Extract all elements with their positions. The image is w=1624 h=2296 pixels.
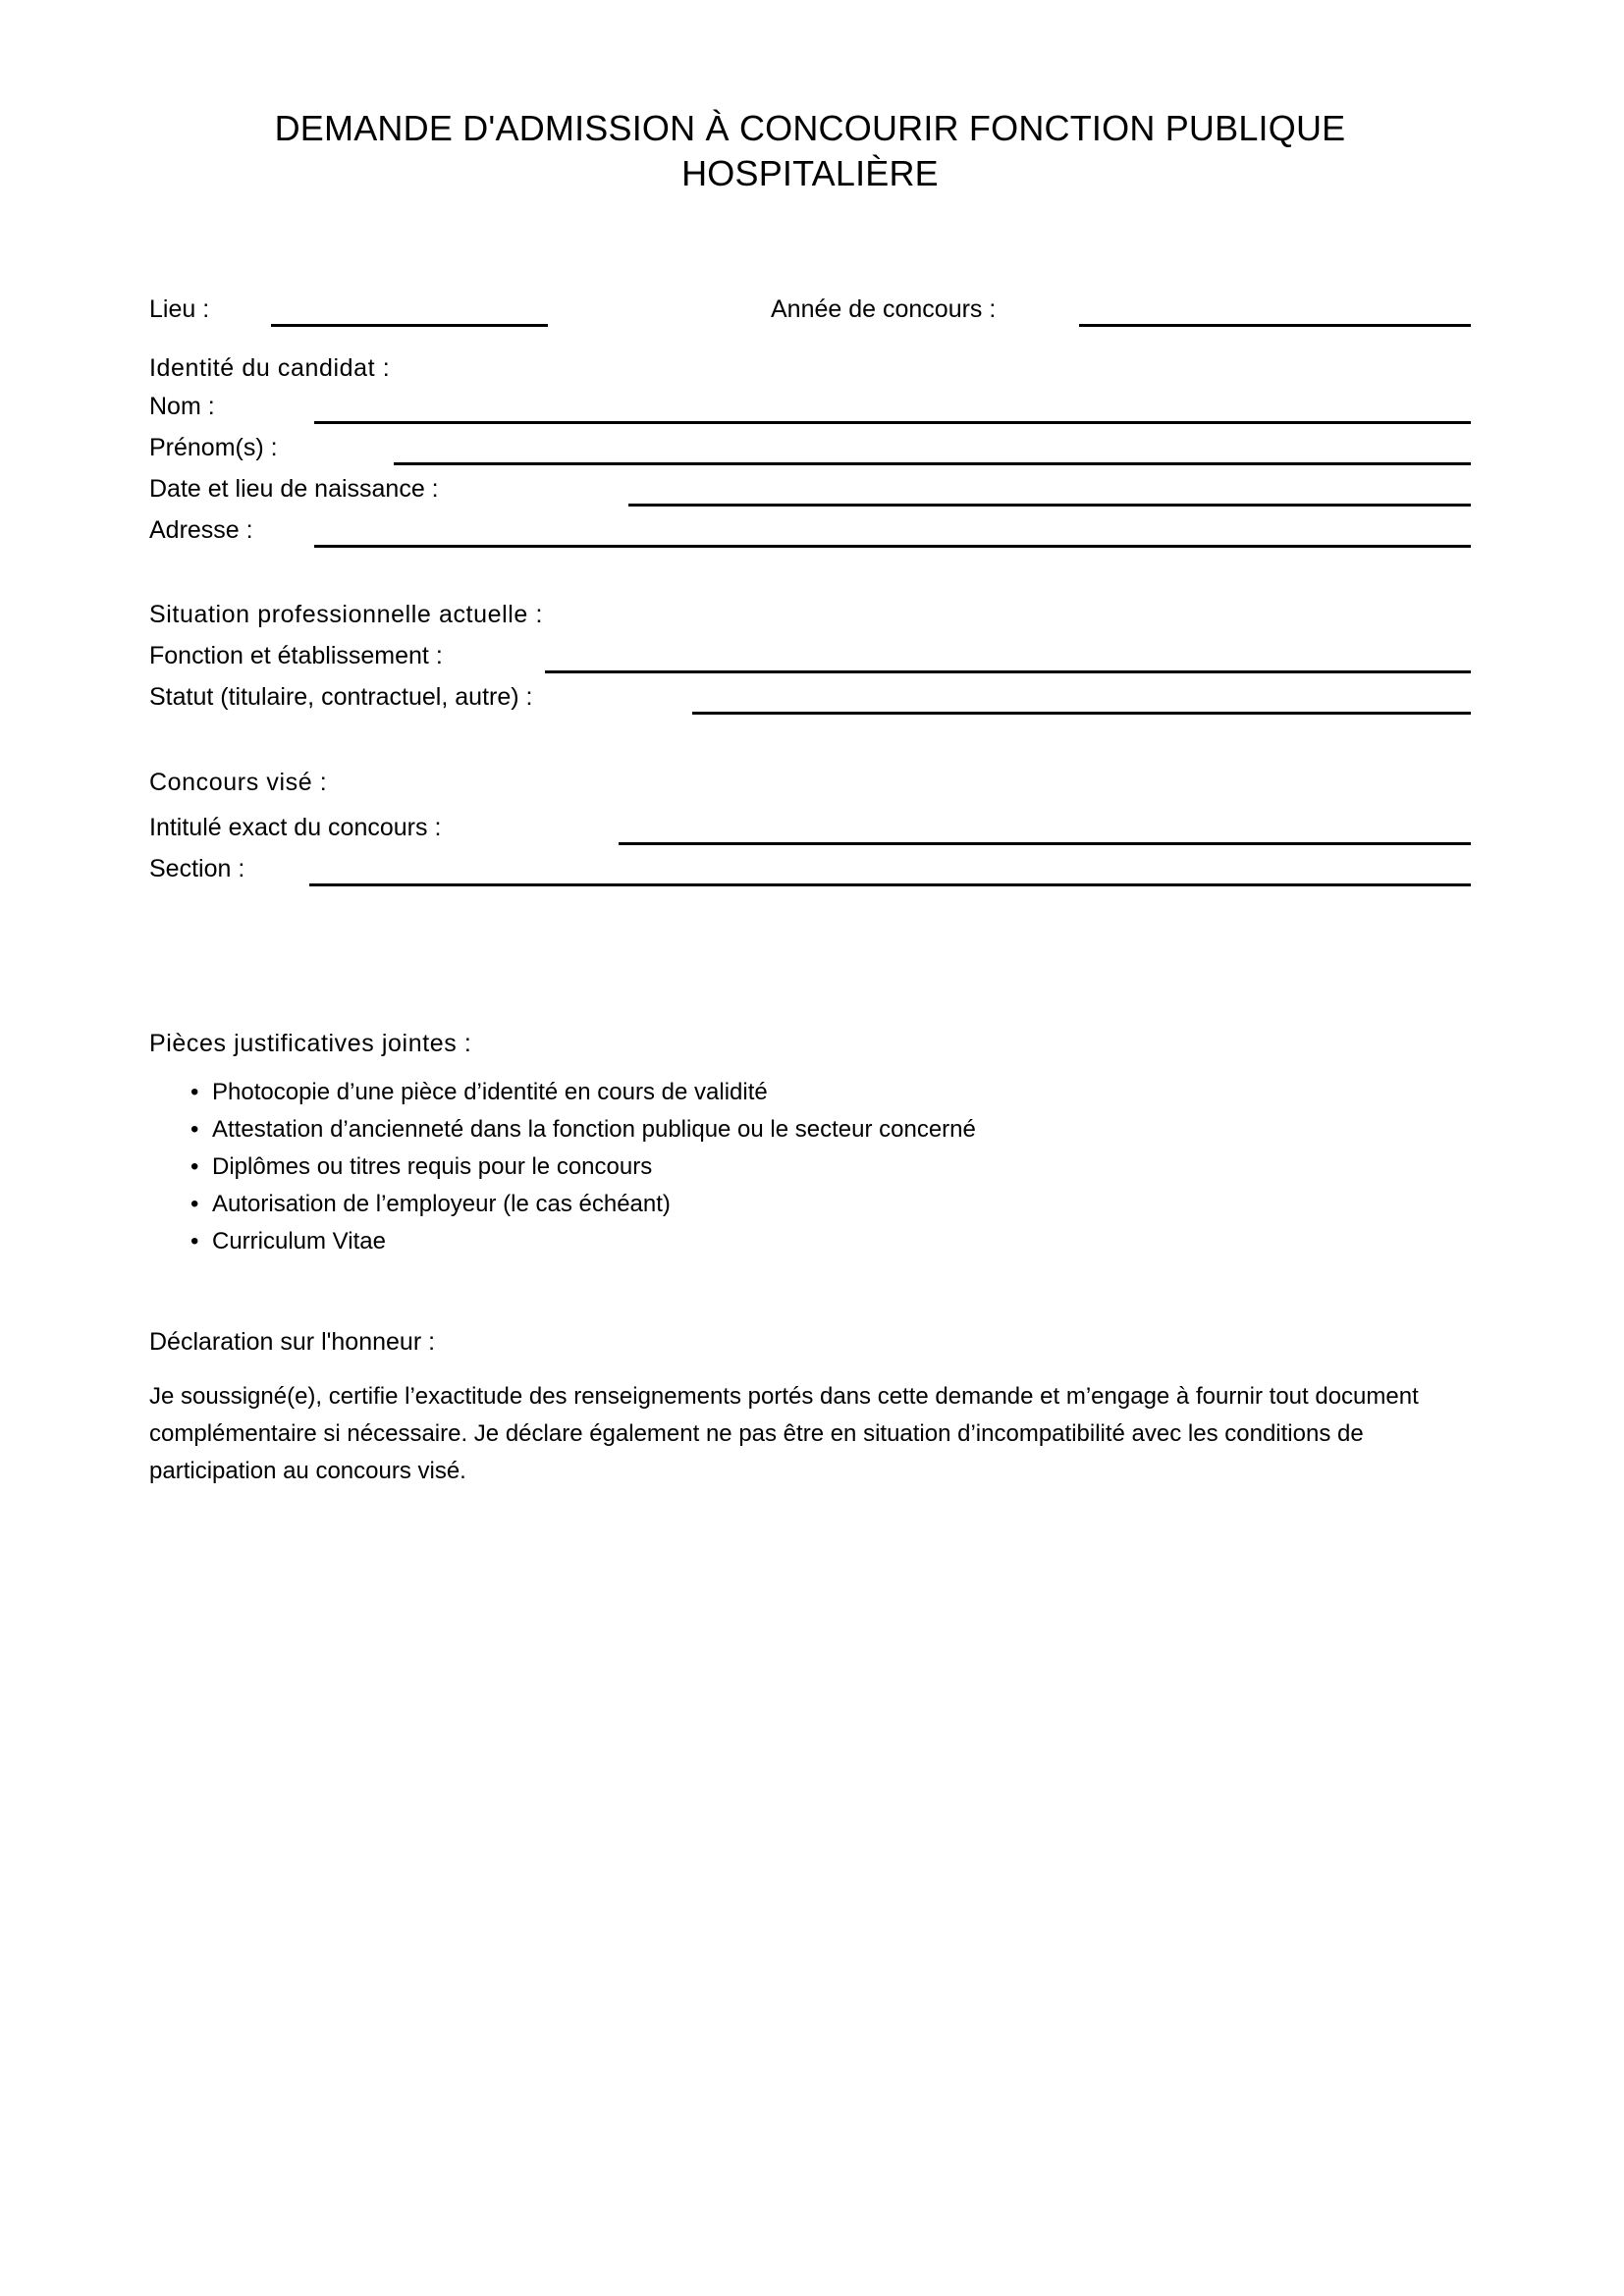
adresse-label: Adresse :	[149, 516, 253, 544]
intitule-exact-du-concours-input-rule[interactable]	[619, 842, 1471, 845]
section-heading-situation-professionnelle: Situation professionnelle actuelle :	[149, 601, 544, 628]
section-heading-pieces-justificatives: Pièces justificatives jointes :	[149, 1030, 472, 1057]
list-item	[190, 1115, 1467, 1152]
date-et-lieu-de-naissance-input-rule[interactable]	[628, 504, 1471, 507]
section-heading-concours-vise: Concours visé :	[149, 769, 328, 796]
field-row-adresse	[149, 515, 1471, 549]
bullet-icon: •	[190, 1153, 199, 1180]
list-item	[190, 1190, 1467, 1227]
declaration-body-text: Je soussigné(e), certifie l’exactitude des renseignements portés dans cette demande et m’engage à fournir tout document complémentaire si nécessaire. Je déclare également ne pas être en situation d’incompatibilité avec les conditions de participation au concours visé.	[149, 1383, 1419, 1484]
adresse-input-rule[interactable]	[314, 545, 1471, 548]
statut-input-rule[interactable]	[692, 712, 1471, 715]
lieu-input-rule[interactable]	[271, 324, 548, 327]
field-row-intitule-concours	[149, 813, 1471, 846]
intitule-exact-du-concours-label: Intitulé exact du concours :	[149, 814, 442, 841]
attachments-list	[190, 1078, 1467, 1264]
list-item	[190, 1227, 1467, 1264]
list-item-label: Attestation d’ancienneté dans la fonction publique ou le secteur concerné	[212, 1116, 976, 1143]
section-heading-declaration: Déclaration sur l'honneur :	[149, 1328, 436, 1356]
fonction-et-etablissement-label: Fonction et établissement :	[149, 642, 443, 669]
lieu-label: Lieu :	[149, 295, 210, 323]
annee-de-concours-input-rule[interactable]	[1079, 324, 1471, 327]
field-row-fonction-etablissement	[149, 641, 1471, 674]
list-item-label: Curriculum Vitae	[212, 1228, 386, 1255]
section-input-rule[interactable]	[309, 883, 1471, 886]
date-et-lieu-de-naissance-label: Date et lieu de naissance :	[149, 475, 439, 503]
field-row-prenoms	[149, 433, 1471, 466]
nom-label: Nom :	[149, 393, 215, 420]
list-item	[190, 1152, 1467, 1190]
fonction-et-etablissement-input-rule[interactable]	[545, 670, 1471, 673]
annee-de-concours-label: Année de concours :	[771, 295, 997, 323]
field-row-statut	[149, 682, 1471, 716]
list-item	[190, 1078, 1467, 1115]
bullet-icon: •	[190, 1079, 199, 1105]
bullet-icon: •	[190, 1228, 199, 1255]
prenoms-label: Prénom(s) :	[149, 434, 278, 461]
page-title: DEMANDE D'ADMISSION À CONCOURIR FONCTION PUBLIQUE HOSPITALIÈRE	[274, 108, 1346, 193]
bullet-icon: •	[190, 1191, 199, 1217]
field-row-section	[149, 854, 1471, 887]
bullet-icon: •	[190, 1116, 199, 1143]
list-item-label: Diplômes ou titres requis pour le concours	[212, 1153, 653, 1180]
list-item-label: Autorisation de l’employeur (le cas échéant)	[212, 1191, 671, 1217]
list-item-label: Photocopie d’une pièce d’identité en cours de validité	[212, 1079, 768, 1105]
section-heading-identite: Identité du candidat :	[149, 354, 391, 382]
field-row-date-lieu-naissance	[149, 474, 1471, 507]
section-label: Section :	[149, 855, 245, 882]
field-row-nom	[149, 392, 1471, 425]
field-row-lieu-annee	[149, 294, 1471, 328]
prenoms-input-rule[interactable]	[394, 462, 1471, 465]
nom-input-rule[interactable]	[314, 421, 1471, 424]
statut-label: Statut (titulaire, contractuel, autre) :	[149, 683, 533, 711]
